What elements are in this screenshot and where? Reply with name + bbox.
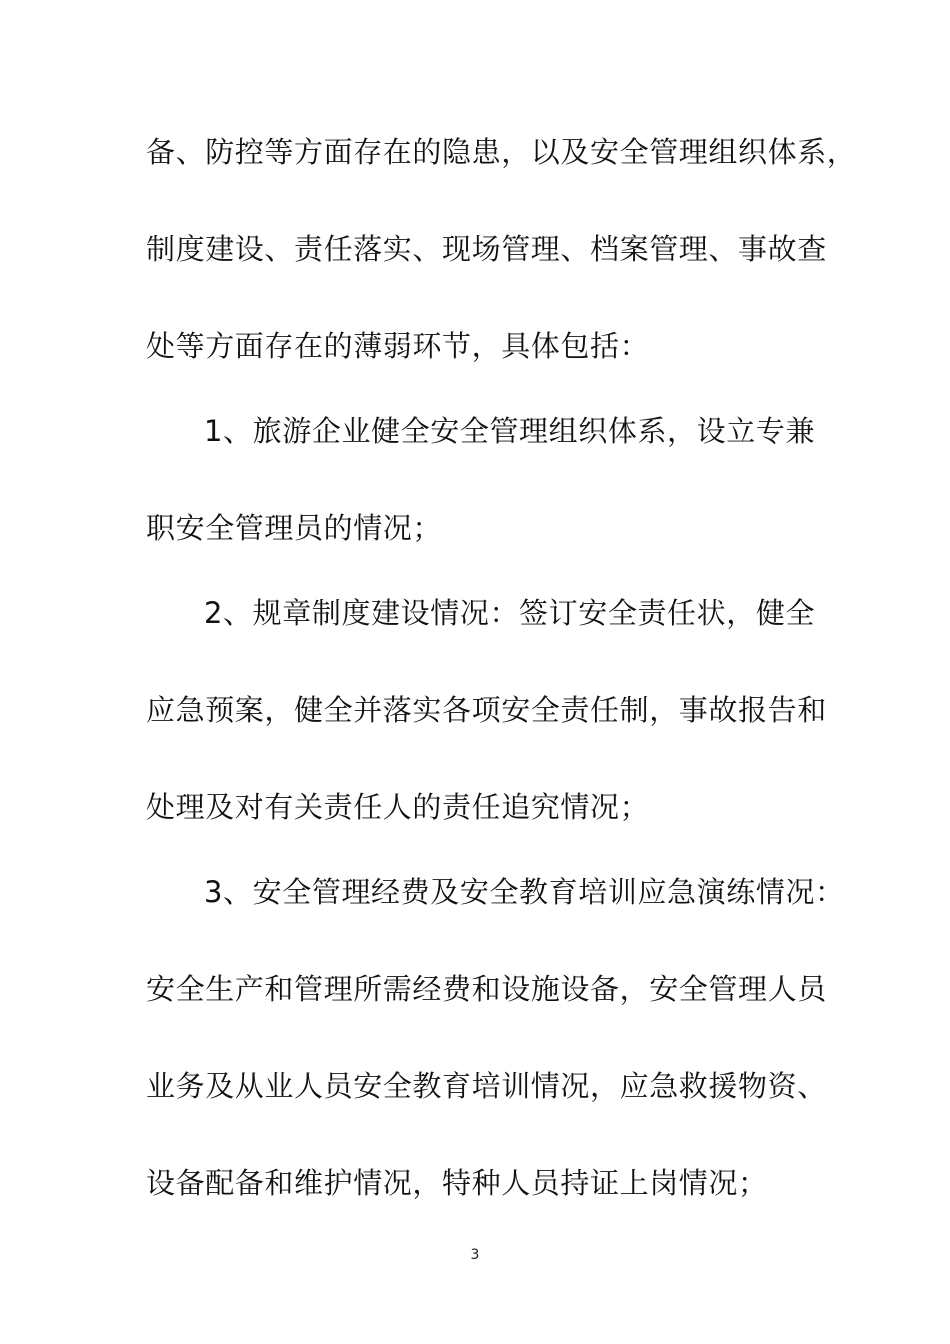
list-item-3-line-4: 设备配备和维护情况，特种人员持证上岗情况； <box>146 1166 768 1200</box>
list-item-2-line-2: 应急预案，健全并落实各项安全责任制，事故报告和 <box>146 693 827 727</box>
list-item-2-line-3: 处理及对有关责任人的责任追究情况； <box>146 790 650 824</box>
list-item-3-line-1: 3、安全管理经费及安全教育培训应急演练情况： <box>204 875 845 909</box>
page-number: 3 <box>470 1247 480 1263</box>
list-item-2-line-1: 2、规章制度建设情况：签订安全责任状，健全 <box>204 596 816 630</box>
list-item-3-line-3: 业务及从业人员安全教育培训情况，应急救援物资、 <box>146 1069 827 1103</box>
text-line-2: 制度建设、责任落实、现场管理、档案管理、事故查 <box>146 232 827 266</box>
text-line-1: 备、防控等方面存在的隐患，以及安全管理组织体系， <box>146 135 857 169</box>
text-line-3: 处等方面存在的薄弱环节，具体包括： <box>146 329 650 363</box>
list-item-3-line-2: 安全生产和管理所需经费和设施设备，安全管理人员 <box>146 972 827 1006</box>
list-item-1-line-2: 职安全管理员的情况； <box>146 511 443 545</box>
list-item-1-line-1: 1、旅游企业健全安全管理组织体系，设立专兼 <box>204 414 816 448</box>
